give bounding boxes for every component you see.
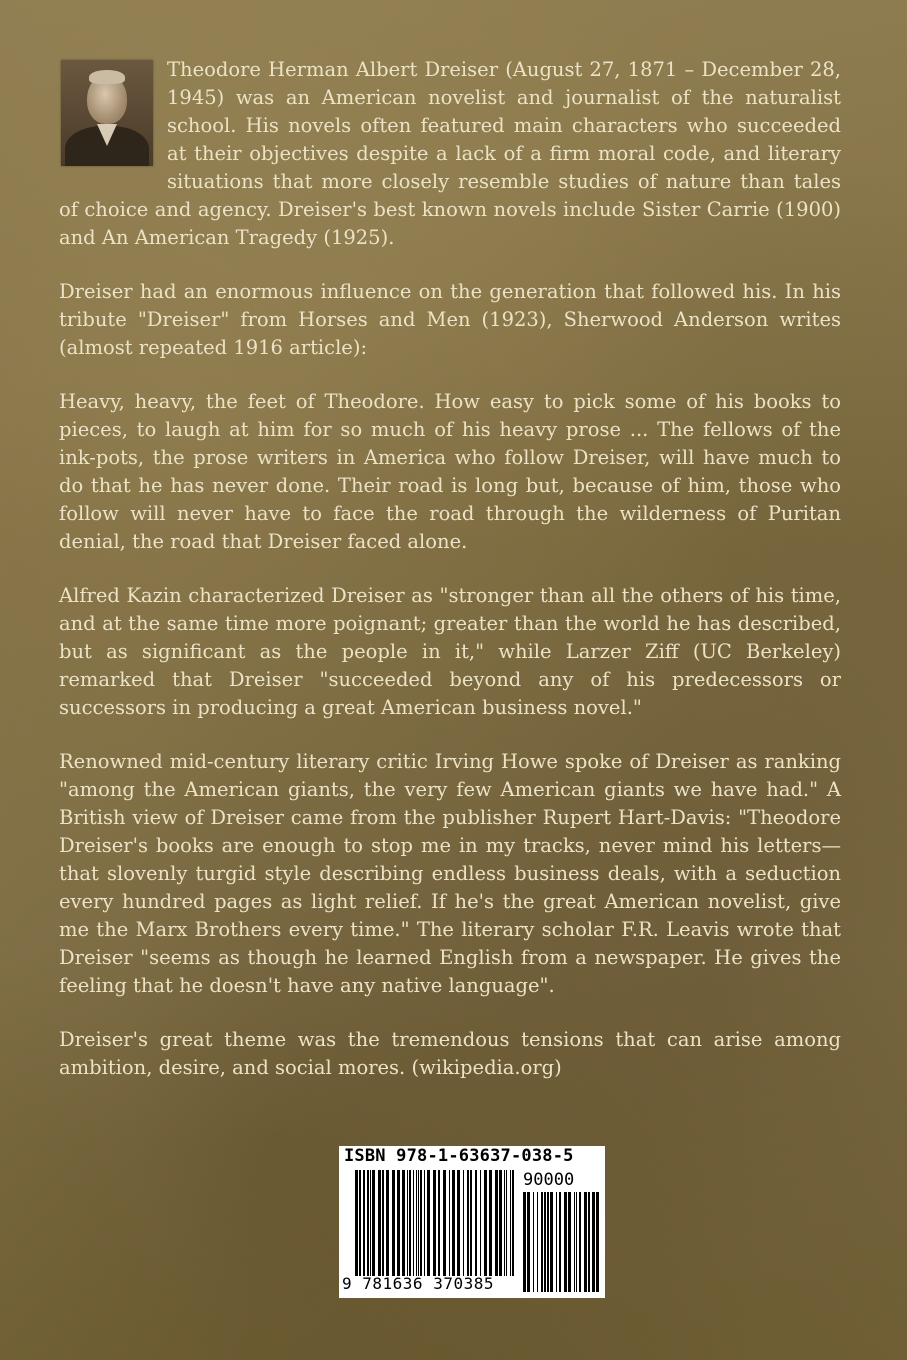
- addon-bar: [574, 1192, 575, 1292]
- ean-bar: [510, 1170, 511, 1276]
- ean-digits: 9 781636 370385: [342, 1274, 494, 1293]
- bio-paragraph-theme: Dreiser's great theme was the tremendous tensions that can arise among ambition, desire, and social mores. (wikipedia.org): [59, 1028, 841, 1079]
- ean-bar: [424, 1170, 425, 1276]
- ean-bar: [443, 1170, 446, 1276]
- ean-bar: [427, 1170, 430, 1276]
- ean-bar: [392, 1170, 395, 1276]
- ean-bar: [409, 1170, 411, 1276]
- addon-bar: [584, 1192, 587, 1292]
- ean-bar: [495, 1170, 498, 1276]
- bio-paragraph-quote: Heavy, heavy, the feet of Theodore. How easy to pick some of his books to pieces, to laugh at him for so much of his heavy prose ... The fellows of the ink-pots, the prose writers in America who follow Dreiser, will have much to do that he has never done. Their road is long but, because of him, those who follow will never have to face the road through the wilderness of Puritan denial, the road that Dreiser faced alone.: [59, 390, 841, 553]
- addon-bar: [547, 1192, 549, 1292]
- bio-paragraph-intro: Theodore Herman Albert Dreiser (August 27, 1871 – December 28, 1945) was an American novelist and journalist of the naturalist school. His novels often featured main characters who succeeded at their objectives despite a lack of a firm moral code, and literary situations that more closely resemble studies of nature than tales of choice and agency. Dreiser's best known novels include Sister Carrie (1900) and An American Tragedy (1925).: [59, 58, 841, 249]
- ean-bar: [475, 1170, 477, 1276]
- ean-bar: [449, 1170, 450, 1276]
- addon-bar: [588, 1192, 590, 1292]
- ean-bar: [452, 1170, 455, 1276]
- ean-bar: [420, 1170, 422, 1276]
- ean-bar: [512, 1170, 514, 1276]
- addon-bar: [537, 1192, 538, 1292]
- addon-bar: [544, 1192, 546, 1292]
- addon-bar: [576, 1192, 577, 1292]
- addon-bar: [541, 1192, 543, 1292]
- bio-paragraph-influence: Dreiser had an enormous influence on the generation that followed his. In his tribute "Dreiser" from Horses and Men (1923), Sherwood Anderson writes (almost repeated 1916 article):: [59, 280, 841, 359]
- addon-bar: [527, 1192, 530, 1292]
- ean-bar: [407, 1170, 408, 1276]
- ean-bar: [372, 1170, 375, 1276]
- ean-bar: [470, 1170, 472, 1276]
- ean-bar: [367, 1170, 369, 1276]
- ean-bar: [489, 1170, 492, 1276]
- isbn-label: ISBN 978-1-63637-038-5: [344, 1146, 574, 1166]
- ean-bar: [504, 1170, 505, 1276]
- addon-bar: [556, 1192, 557, 1292]
- ean-bar: [355, 1170, 358, 1276]
- addon-bar: [564, 1192, 567, 1292]
- ean-bar: [467, 1170, 469, 1276]
- addon-bar: [568, 1192, 571, 1292]
- ean-bar: [499, 1170, 502, 1276]
- ean-bar: [433, 1170, 436, 1276]
- ean-bar: [416, 1170, 417, 1276]
- addon-bar: [533, 1192, 534, 1292]
- ean-bar: [363, 1170, 365, 1276]
- addon-bar: [550, 1192, 553, 1292]
- ean-bar: [418, 1170, 419, 1276]
- ean-bar: [370, 1170, 371, 1276]
- isbn-barcode: [339, 1146, 605, 1298]
- ean-bar: [506, 1170, 507, 1276]
- bio-paragraph-howe: Renowned mid-century literary critic Irving Howe spoke of Dreiser as ranking "among the American giants, the very few American giants we have had." A British view of Dreiser came from the publisher Rupert Hart-Davis: "Theodore Dreiser's books are enough to stop me in my tracks, never mind his letters—that slovenly turgid style describing endless business deals, with a seduction every hundred pages as light relief. If he's the great American novelist, give me the Marx Brothers every time." The literary scholar F.R. Leavis wrote that Dreiser "seems as though he learned English from a newspaper. He gives the feeling that he doesn't have any native language".: [59, 750, 841, 997]
- ean-bar: [438, 1170, 440, 1276]
- back-cover-text: [59, 56, 841, 1108]
- price-code: 90000: [523, 1170, 575, 1190]
- addon-bar: [523, 1192, 526, 1292]
- addon-bar: [592, 1192, 595, 1292]
- addon-bar: [579, 1192, 581, 1292]
- ean-bar: [386, 1170, 389, 1276]
- addon-bar: [559, 1192, 561, 1292]
- ean-bar: [457, 1170, 460, 1276]
- author-portrait: [61, 60, 153, 166]
- ean-bar: [480, 1170, 481, 1276]
- addon-bar: [596, 1192, 599, 1292]
- ean-bar: [463, 1170, 464, 1276]
- ean-bar: [397, 1170, 400, 1276]
- ean-bar: [484, 1170, 487, 1276]
- ean-bar: [382, 1170, 384, 1276]
- ean-bar: [378, 1170, 381, 1276]
- bio-paragraph-kazin: Alfred Kazin characterized Dreiser as "stronger than all the others of his time, and at the same time more poignant; greater than the world he has described, but as significant as the people in it," while Larzer Ziff (UC Berkeley) remarked that Dreiser "succeeded beyond any of his predecessors or successors in producing a great American business novel.": [59, 584, 841, 719]
- ean-bar: [413, 1170, 414, 1276]
- ean-bar: [402, 1170, 405, 1276]
- ean-bar: [359, 1170, 361, 1276]
